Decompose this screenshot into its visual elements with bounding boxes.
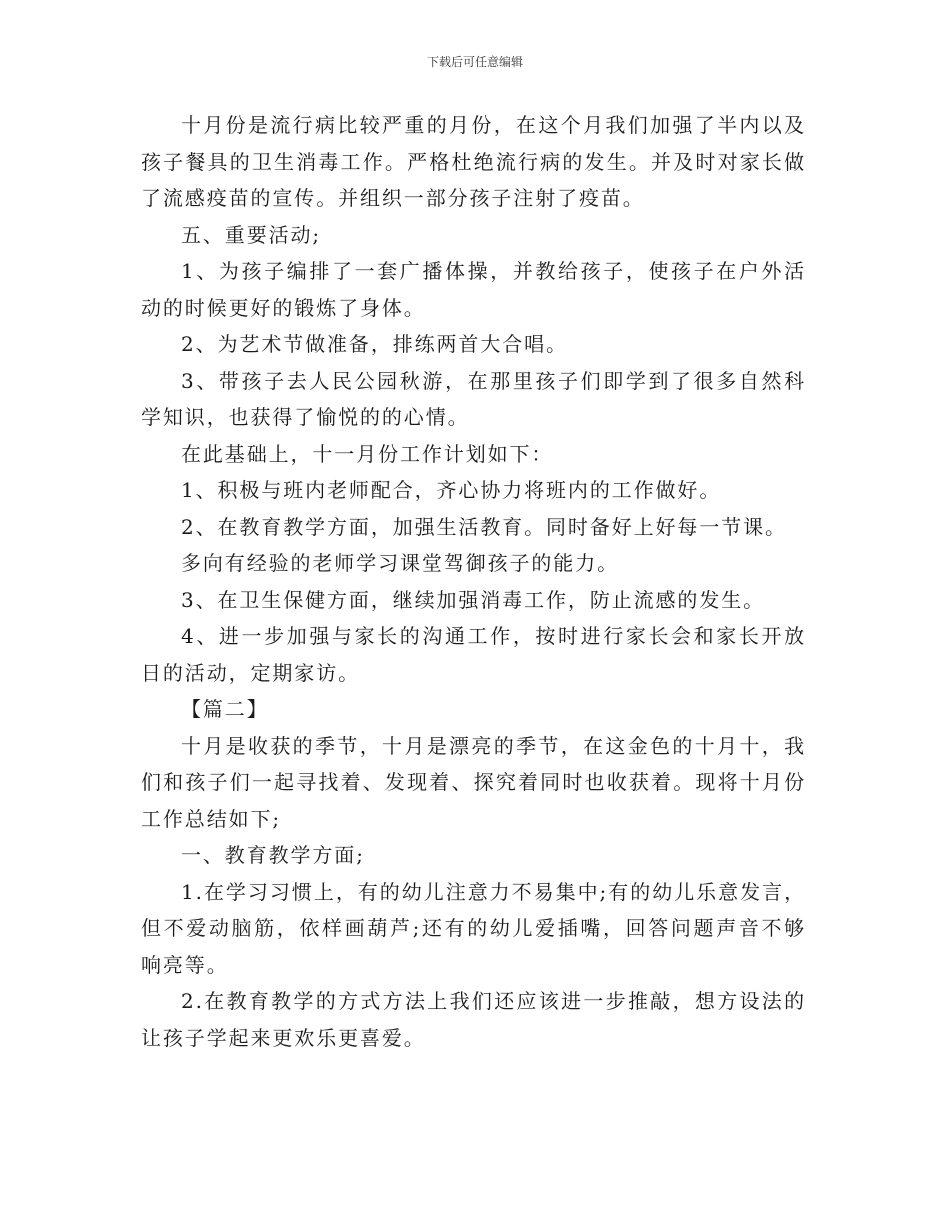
section-heading-part-two: 【篇二】: [181, 697, 269, 721]
paragraph-october-intro: 十月是收获的季节，十月是漂亮的季节，在这金色的十月十，我们和孩子们一起寻找着、发现着、探究着同时也收获着。现将十月份工作总结如下;: [141, 733, 806, 831]
paragraph-learning-habits: 1.在学习习惯上，有的幼儿注意力不易集中;有的幼儿乐意发言，但不爱动脑筋，依样画葫芦;还有的幼儿爱插嘴，回答问题声音不够响亮等。: [141, 879, 806, 977]
paragraph-flu-season: 十月份是流行病比较严重的月份，在这个月我们加强了半内以及孩子餐具的卫生消毒工作。严格杜绝流行病的发生。并及时对家长做了流感疫苗的宣传。并组织一部分孩子注射了疫苗。: [141, 113, 806, 210]
page-header-note: 下载后可任意编辑: [426, 55, 523, 69]
paragraph-teaching-methods: 2.在教育教学的方式方法上我们还应该进一步推敲，想方设法的让孩子学起来更欢乐更喜爱。: [141, 989, 806, 1050]
paragraph-plan-4: 4、进一步加强与家长的沟通工作，按时进行家长会和家长开放日的活动，定期家访。: [141, 624, 806, 685]
paragraph-plan-3: 3、在卫生保健方面，继续加强消毒工作，防止流感的发生。: [181, 587, 766, 612]
paragraph-activity-3: 3、带孩子去人民公园秋游，在那里孩子们即学到了很多自然科学知识，也获得了愉悦的的心情。: [141, 368, 806, 429]
document-body: [141, 107, 806, 1056]
paragraph-plan-2: 2、在教育教学方面，加强生活教育。同时备好上好每一节课。: [181, 514, 787, 539]
section-heading-important-activities: 五、重要活动;: [181, 222, 322, 247]
paragraph-activity-1: 1、为孩子编排了一套广播体操，并教给孩子，使孩子在户外活动的时候更好的锻炼了身体。: [141, 259, 806, 320]
paragraph-activity-2: 2、为艺术节做准备，排练两首大合唱。: [181, 332, 568, 356]
section-heading-education-teaching: 一、教育教学方面;: [181, 843, 365, 867]
paragraph-november-plan-intro: 在此基础上，十一月份工作计划如下：: [181, 441, 554, 466]
paragraph-plan-1: 1、积极与班内老师配合，齐心协力将班内的工作做好。: [181, 478, 722, 502]
paragraph-plan-2-continued: 多向有经验的老师学习课堂驾御孩子的能力。: [181, 551, 619, 575]
